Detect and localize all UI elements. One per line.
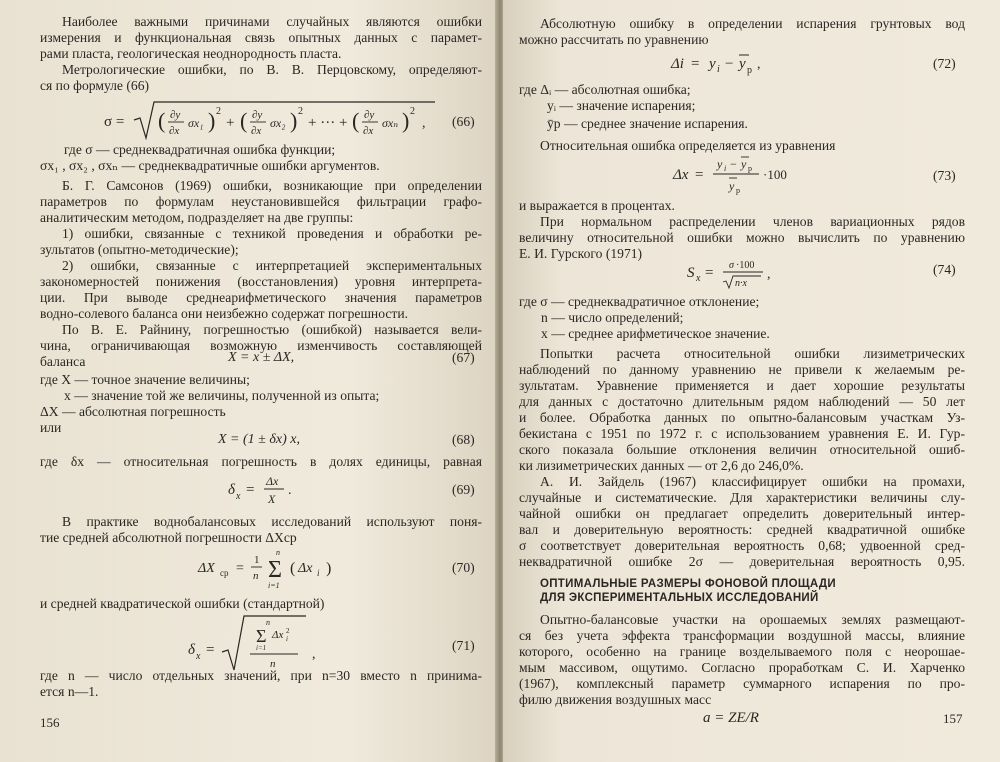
svg-text:y: y	[709, 56, 716, 72]
svg-text:σx₂: σx₂	[270, 116, 286, 130]
svg-text:·100: ·100	[736, 260, 755, 271]
svg-text:n: n	[266, 618, 270, 627]
svg-text:=: =	[695, 167, 704, 183]
svg-text:δ: δ	[188, 642, 195, 658]
svg-text:δ: δ	[228, 482, 235, 498]
text-line: закономерностей понижения (восстановления) уровня интерпрета-	[40, 274, 482, 289]
text-line: Опытно-балансовые участки на орошаемых землях размещают-	[540, 612, 965, 627]
svg-text:,: ,	[757, 57, 761, 72]
text-line: ȳр — среднее значение испарения.	[547, 116, 748, 131]
text-line: 1) ошибки, связанные с техникой проведения и обработки ре-	[62, 226, 482, 241]
text-line: или	[40, 420, 62, 435]
formula-75: a = ZE/R	[703, 710, 759, 726]
text-line: где n — число отдельных значений, при n=30 вместо n принима-	[40, 668, 482, 683]
svg-text:ΔX: ΔX	[198, 561, 215, 576]
svg-text:n: n	[270, 658, 276, 670]
left-page	[0, 0, 497, 762]
page-number: 157	[943, 711, 963, 726]
svg-text:x: x	[236, 491, 241, 502]
svg-text:): )	[208, 108, 216, 133]
formula-66	[100, 98, 440, 144]
text-line: случайные и систематические. Для характеристики величины слу-	[519, 490, 965, 505]
text-line: yᵢ — значение испарения;	[547, 98, 696, 113]
text-line: величину относительной ошибки можно вычислить по уравнению	[519, 230, 965, 245]
svg-text:2: 2	[410, 106, 415, 117]
text-line: мым массивом, ощутимо. Согласно проработкам С. И. Харченко	[519, 660, 965, 675]
svg-text:y: y	[729, 179, 735, 193]
svg-text:σxₙ: σxₙ	[382, 116, 399, 130]
svg-text:∂y: ∂y	[170, 109, 181, 121]
text-line: σ соответствует доверительная вероятность 0,68; удвоенной сред-	[519, 538, 965, 553]
text-line: где δx — относительная погрешность в долях единицы, равная	[40, 454, 482, 469]
svg-text:i: i	[286, 635, 288, 643]
formula-71	[186, 612, 336, 676]
svg-text:S: S	[687, 265, 695, 281]
text-line: где σ — среднеквадратичная ошибка функции;	[64, 142, 336, 157]
formula-74	[685, 256, 795, 292]
svg-text:∂y: ∂y	[252, 109, 263, 121]
equation-number: (68)	[452, 432, 475, 447]
svg-text:): )	[402, 108, 410, 133]
text-line: и выражается в процентах.	[519, 198, 675, 213]
svg-text:=: =	[206, 642, 215, 658]
svg-text:·100: ·100	[763, 167, 787, 182]
text-line: Наиболее важными причинами случайных являются ошибки	[62, 14, 482, 29]
svg-text:Δx: Δx	[298, 561, 313, 576]
svg-text:,: ,	[767, 267, 771, 282]
svg-text:x: x	[196, 651, 201, 662]
svg-text:i=1: i=1	[268, 581, 280, 590]
svg-text:n: n	[253, 570, 259, 582]
svg-text:Δx: Δx	[673, 167, 689, 183]
svg-text:Δx: Δx	[272, 629, 284, 641]
text-line: В практике воднобалансовых исследований используют поня-	[62, 514, 482, 529]
svg-text:р: р	[736, 186, 740, 195]
svg-text:р: р	[747, 65, 752, 76]
svg-text:=: =	[691, 56, 700, 72]
text-line: и средней квадратической ошибки (стандартной)	[40, 596, 325, 611]
text-line: где X — точное значение величины;	[40, 372, 250, 387]
text-line: зультатам. Уравнение применяется и дает хорошие результаты	[519, 378, 965, 393]
svg-text:2: 2	[286, 627, 290, 635]
svg-text:2: 2	[216, 106, 221, 117]
text-line: тие средней абсолютной погрешности ΔXср	[40, 530, 297, 545]
text-line: А. И. Зайдель (1967) классифицирует ошибки на промахи,	[540, 474, 965, 489]
text-line: бекистана с 1951 по 1972 г. с использованием уравнения Е. И. Гур-	[519, 426, 965, 441]
text-line: Абсолютную ошибку в определении испарения грунтовых вод	[540, 16, 965, 31]
text-line: для данных с достаточно длительным рядом наблюдений — 50 лет	[519, 394, 965, 409]
svg-text:,: ,	[422, 116, 426, 131]
text-line: x — значение той же величины, полученной из опыта;	[64, 388, 380, 403]
text-line: баланса	[40, 354, 86, 369]
svg-text:Δi: Δi	[671, 56, 684, 72]
svg-text:Δx: Δx	[266, 474, 279, 488]
svg-text:Σ: Σ	[268, 557, 282, 583]
svg-text:−: −	[730, 157, 737, 171]
equation-number: (69)	[452, 482, 475, 497]
svg-text:(: (	[240, 108, 248, 133]
svg-text:i: i	[717, 64, 720, 75]
equation-number: (74)	[933, 262, 956, 277]
svg-text:1: 1	[254, 554, 260, 566]
svg-text:+ ··· +: + ··· +	[308, 115, 348, 131]
text-line: параметров по формулам неустановившейся фильтрации графо-	[40, 194, 482, 209]
svg-text:σx₁: σx₁	[188, 116, 204, 130]
svg-text:σ: σ	[729, 260, 734, 271]
text-line: ского показала большие отклонения величин относительной ошиб-	[519, 442, 965, 457]
equation-number: (71)	[452, 638, 475, 653]
text-line: По В. Е. Райнину, погрешностью (ошибкой) называется вели-	[62, 322, 482, 337]
svg-text:∂x: ∂x	[251, 125, 262, 137]
text-line: ется n—1.	[40, 684, 99, 699]
text-line: зультатов (опытно-методические);	[40, 242, 239, 257]
formula-73	[671, 154, 811, 198]
formula-67: X = x ± ΔX,	[228, 350, 295, 365]
svg-text:i: i	[724, 164, 727, 173]
text-line: ΔX — абсолютная погрешность	[40, 404, 226, 419]
text-line: филю движения воздушных масс	[519, 692, 712, 707]
equation-number: (66)	[452, 114, 475, 129]
svg-text:,: ,	[312, 647, 316, 662]
svg-text:y: y	[741, 157, 747, 171]
svg-text:X: X	[268, 492, 276, 506]
svg-text:=: =	[236, 561, 244, 576]
svg-text:=: =	[246, 482, 255, 498]
svg-text:y: y	[739, 56, 746, 72]
text-line: При нормальном распределении членов вариационных рядов	[540, 214, 965, 229]
text-line: вал и доверительную вероятность: средней квадратичной ошибке	[519, 522, 965, 537]
text-line: Попытки расчета относительной ошибки лизиметрических	[540, 346, 965, 361]
text-line: Метрологические ошибки, по В. В. Перцовскому, определяют-	[62, 62, 482, 77]
equation-number: (70)	[452, 560, 475, 575]
svg-text:(: (	[290, 560, 296, 577]
svg-text:=: =	[705, 265, 714, 281]
svg-text:.: .	[288, 483, 292, 498]
text-line: неквадратичной ошибке 2σ — доверительная вероятность 0,95.	[519, 554, 965, 569]
text-line: Б. Г. Самсонов (1969) ошибки, возникающие при определении	[62, 178, 482, 193]
svg-text:∂y: ∂y	[364, 109, 375, 121]
formula-70	[196, 546, 366, 592]
equation-number: (73)	[933, 168, 956, 183]
svg-text:(: (	[352, 108, 360, 133]
svg-text:): )	[290, 108, 298, 133]
svg-text:2: 2	[298, 106, 303, 117]
page-number: 156	[40, 715, 60, 730]
svg-text:−: −	[725, 56, 734, 72]
text-line: ся по формуле (66)	[40, 78, 150, 93]
text-line: чина, ограничивающая возможную изменчивость составляющей	[40, 338, 482, 353]
text-line: Относительная ошибка определяется из уравнения	[540, 138, 836, 153]
text-line: где Δᵢ — абсолютная ошибка;	[519, 82, 691, 97]
text-line: где σ — среднеквадратичное отклонение;	[519, 294, 760, 309]
text-line: x — среднее арифметическое значение.	[541, 326, 770, 341]
text-line: рами пласта, геологическая неоднородность пласта.	[40, 46, 342, 61]
text-line: (1967), комплексный параметр суммарного испарения по про-	[519, 676, 965, 691]
svg-text:x: x	[696, 273, 701, 284]
text-line: ки лизиметрических данных — от 2,6 до 246,0%.	[519, 458, 804, 473]
equation-number: (67)	[452, 350, 475, 365]
text-line: 2) ошибки, связанные с интерпретацией экспериментальных	[62, 258, 482, 273]
text-line: σx₁ , σx₂ , σxₙ — среднеквадратичные ошибки аргументов.	[40, 158, 380, 173]
svg-text:(: (	[158, 108, 166, 133]
text-line: ся без учета эффекта трансформации воздушной массы, влияние	[519, 628, 965, 643]
svg-text:i=1: i=1	[256, 644, 267, 652]
svg-text:i: i	[317, 568, 320, 578]
svg-text:n·x: n·x	[735, 278, 747, 289]
svg-text:+: +	[226, 115, 235, 131]
right-page	[503, 0, 1000, 762]
text-line: аналитическим методом, подразделяет на две группы:	[40, 210, 354, 225]
svg-text:Σ: Σ	[256, 626, 267, 646]
text-line: которого, особенно на границе возделываемого поля с неорошае-	[519, 644, 965, 659]
svg-text:n: n	[276, 548, 280, 557]
text-line: и более. Обработка данных по опытно-балансовым участкам Уз-	[519, 410, 965, 425]
svg-text:р: р	[748, 164, 752, 173]
svg-text:y: y	[717, 157, 723, 171]
text-line: наблюдений по данному уравнению не привели к желаемым ре-	[519, 362, 965, 377]
svg-text:): )	[326, 560, 332, 577]
text-line: можно рассчитать по уравнению	[519, 32, 709, 47]
formula-68: X = (1 ± δx) x,	[218, 432, 300, 447]
svg-text:σ =: σ =	[104, 114, 125, 130]
equation-number: (72)	[933, 56, 956, 71]
formula-72	[669, 48, 789, 80]
text-line: n — число определений;	[541, 310, 684, 325]
section-title: ОПТИМАЛЬНЫЕ РАЗМЕРЫ ФОНОВОЙ ПЛОЩАДИ	[540, 578, 836, 590]
text-line: ции. При выводе среднеарифметического значения параметров	[40, 290, 482, 305]
text-line: водно-солевого баланса они неизбежно содержат погрешности.	[40, 306, 408, 321]
formula-69	[226, 472, 306, 508]
text-line: Е. И. Гурского (1971)	[519, 246, 643, 261]
text-line: чайной ошибки он предлагает определить доверительный интер-	[519, 506, 965, 521]
svg-text:∂x: ∂x	[169, 125, 180, 137]
svg-text:∂x: ∂x	[363, 125, 374, 137]
section-title: ДЛЯ ЭКСПЕРИМЕНТАЛЬНЫХ ИССЛЕДОВАНИЙ	[540, 592, 819, 604]
svg-text:ср: ср	[220, 568, 229, 578]
text-line: измерения и функциональная связь опытных данных с парамет-	[40, 30, 482, 45]
